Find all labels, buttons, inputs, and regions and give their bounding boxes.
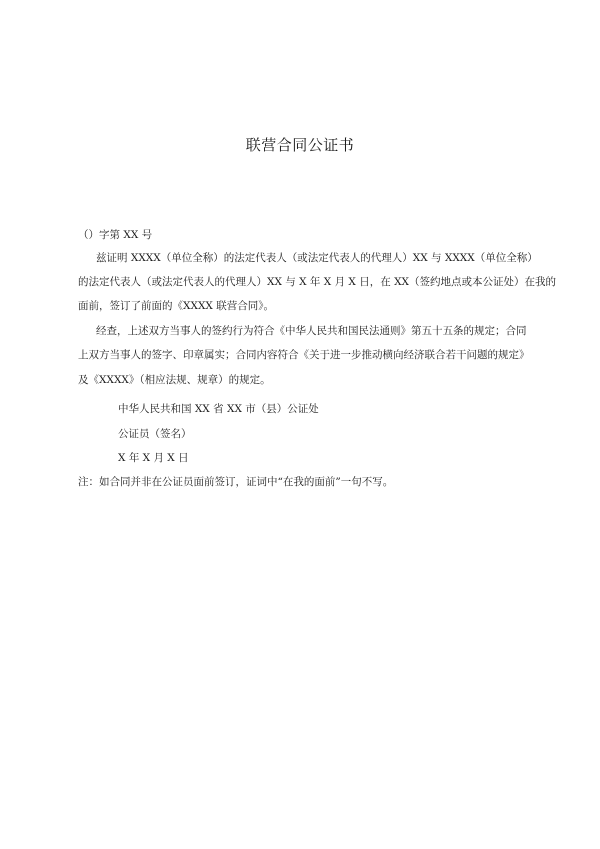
paragraph2-line2: 上双方当事人的签字、印章属实；合同内容符合《关于进一步推动横向经济联合若干问题的规定》 (78, 349, 530, 361)
paragraph2-line1: 经查，上述双方当事人的签约行为符合《中华人民共和国民法通则》第五十五条的规定；合同 (96, 325, 527, 337)
paragraph1-line2: 的法定代表人（或法定代表人的代理人）XX 与 X 年 X 月 X 日，在 XX（签约地点或本公证处）在我的 (78, 276, 557, 288)
document-number: （）字第 XX 号 (78, 229, 153, 241)
footnote: 注：如合同并非在公证员面前签订，证词中“在我的面前”一句不写。 (78, 476, 394, 488)
notary-office: 中华人民共和国 XX 省 XX 市（县）公证处 (118, 403, 319, 415)
paragraph1-line1: 兹证明 XXXX（单位全称）的法定代表人（或法定代表人的代理人）XX 与 XXXX（单位全称） (96, 252, 538, 264)
paragraph2-line3: 及《XXXX》（相应法规、规章）的规定。 (78, 374, 271, 386)
document-title: 联营合同公证书 (245, 136, 355, 154)
paragraph1-line3: 面前，签订了前面的《XXXX 联营合同》。 (78, 300, 274, 312)
notary-signature: 公证员（签名） (118, 428, 192, 440)
signing-date: X 年 X 月 X 日 (118, 452, 189, 464)
